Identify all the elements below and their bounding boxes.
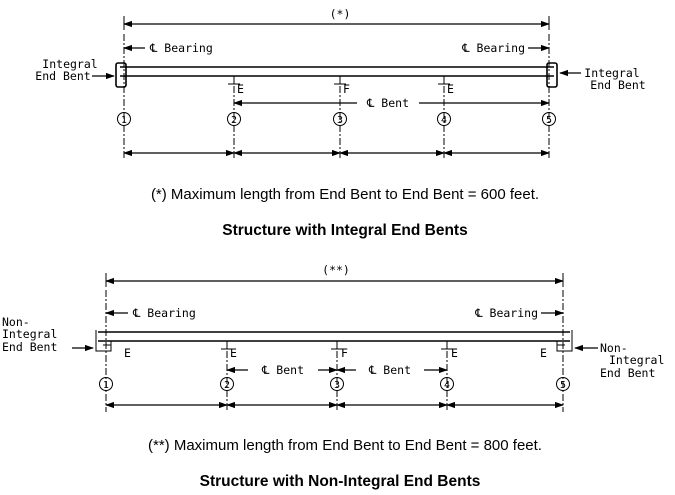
support-number-1 (118, 113, 131, 127)
support-number-2 (228, 113, 241, 127)
overall-length-label: (*) (329, 7, 351, 21)
support-number-5 (557, 378, 570, 392)
end-bent-right-line1: Integral (584, 66, 640, 80)
svg-text:5: 5 (545, 115, 553, 126)
diagram-title: Structure with Non-Integral End Bents (199, 473, 481, 490)
fixity-4: E (447, 82, 454, 96)
end-bent-left-line2: Integral (2, 327, 58, 341)
support-number-2 (221, 378, 234, 392)
diagram-non-integral (2, 263, 664, 490)
bent-label: ℄ Bent (366, 96, 410, 110)
diagram-integral (35, 7, 645, 239)
support-number-3 (334, 113, 347, 127)
fixity-3: F (343, 82, 350, 96)
end-bent-left-line3: End Bent (2, 340, 58, 354)
fixity-2: E (230, 346, 237, 360)
svg-text:3: 3 (336, 115, 344, 126)
diagram-title: Structure with Integral End Bents (222, 222, 468, 239)
bent-label-right: ℄ Bent (368, 363, 412, 377)
fixity-1: E (124, 346, 131, 360)
end-bent-right-line3: End Bent (600, 366, 656, 380)
bearing-right-label: ℄ Bearing (462, 41, 525, 55)
svg-text:3: 3 (333, 380, 341, 391)
svg-text:2: 2 (230, 115, 238, 126)
bearing-right-label: ℄ Bearing (475, 306, 538, 320)
svg-text:1: 1 (120, 115, 128, 126)
end-bent-left-line2: End Bent (35, 69, 91, 83)
end-bent-right-line2: End Bent (590, 78, 646, 92)
bearing-left-label: ℄ Bearing (133, 306, 196, 320)
svg-text:2: 2 (223, 380, 231, 391)
fixity-3: F (341, 346, 348, 360)
svg-text:1: 1 (102, 380, 110, 391)
max-length-note: (*) Maximum length from End Bent to End Bent = 600 feet. (150, 186, 540, 203)
fixity-2: E (237, 82, 244, 96)
svg-text:5: 5 (559, 380, 567, 391)
fixity-4: E (451, 346, 458, 360)
support-number-4 (438, 113, 451, 127)
bearing-left-label: ℄ Bearing (150, 41, 213, 55)
bent-label-left: ℄ Bent (261, 363, 305, 377)
support-number-1 (100, 378, 113, 392)
support-number-4 (441, 378, 454, 392)
fixity-5: E (540, 346, 547, 360)
overall-length-label: (**) (322, 263, 350, 277)
max-length-note: (**) Maximum length from End Bent to End Bent = 800 feet. (148, 437, 542, 454)
svg-text:4: 4 (443, 380, 451, 391)
end-bent-left-line1: Integral (42, 57, 98, 71)
end-bent-right-line1: Non- (600, 341, 628, 355)
svg-text:4: 4 (440, 115, 448, 126)
support-number-3 (331, 378, 344, 392)
support-number-5 (543, 113, 556, 127)
end-bent-left-line1: Non- (2, 315, 30, 329)
end-bent-right-line2: Integral (609, 353, 665, 367)
